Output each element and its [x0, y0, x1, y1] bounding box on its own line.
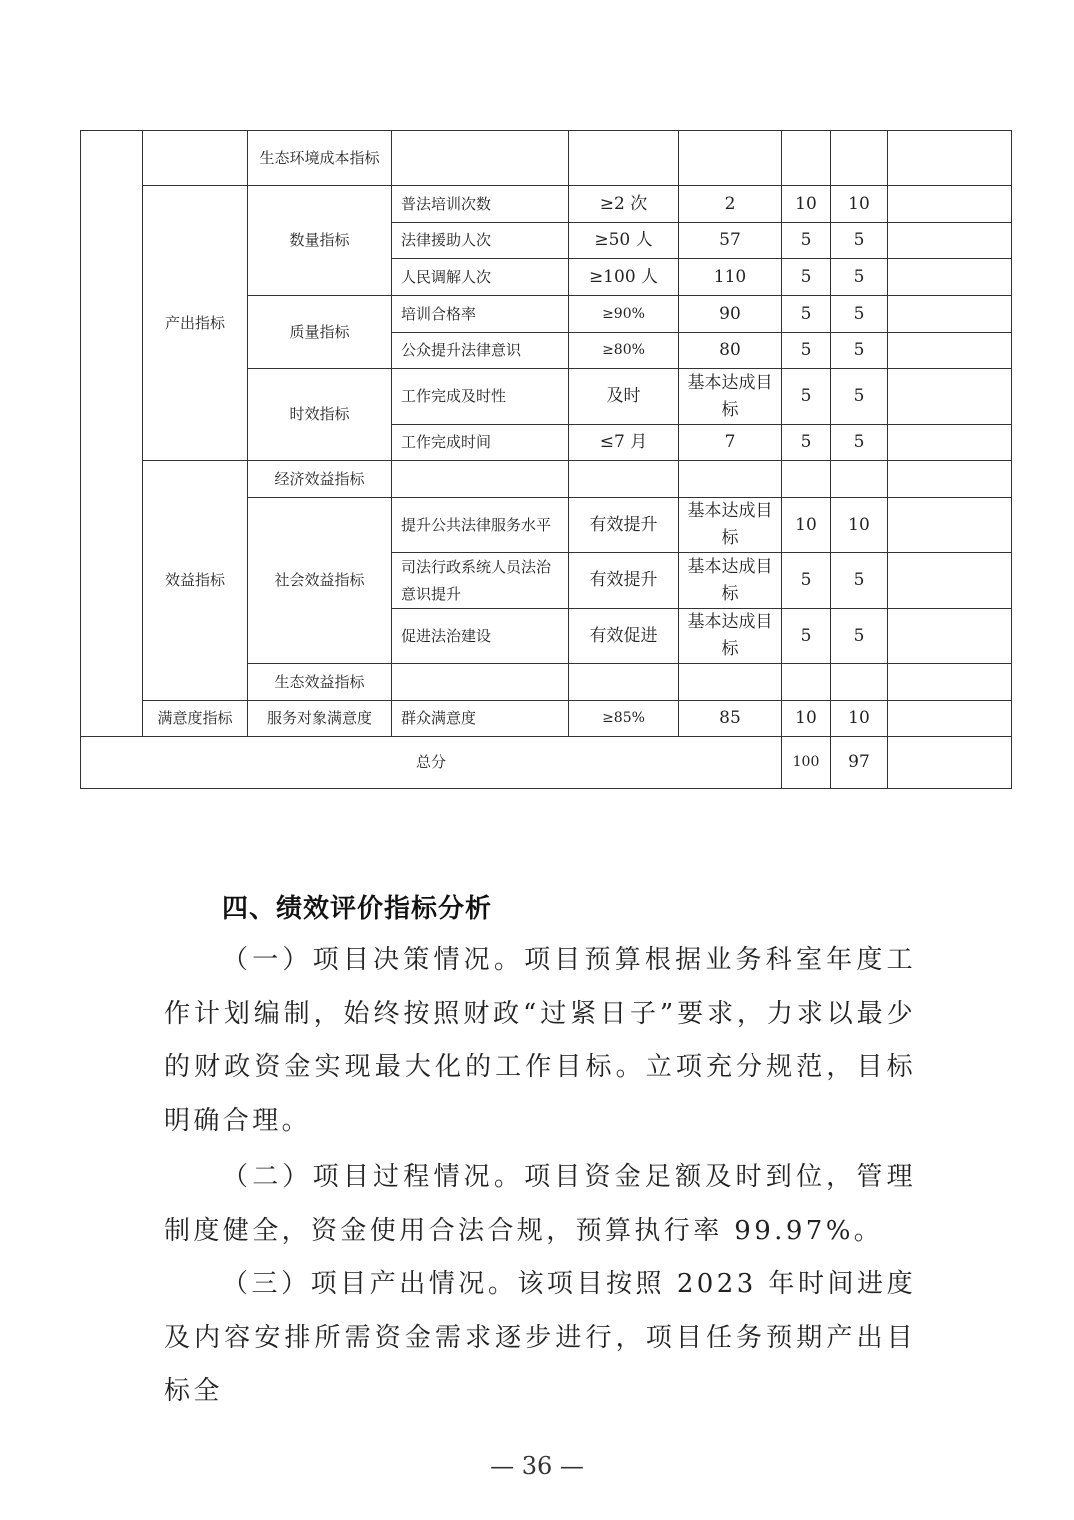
- target-cell: [569, 664, 679, 701]
- score-cell: 10: [831, 701, 888, 737]
- level2-cell: 生态效益指标: [248, 664, 392, 701]
- target-cell: ≤7 月: [569, 425, 679, 461]
- target-cell: [569, 131, 679, 186]
- level3-cell: 培训合格率: [392, 296, 569, 333]
- actual-cell: [679, 664, 782, 701]
- level3-cell: 公众提升法律意识: [392, 333, 569, 369]
- remark-cell: [888, 259, 1012, 296]
- score-cell: 5: [831, 369, 888, 425]
- level3-cell: [392, 664, 569, 701]
- remark-cell: [888, 701, 1012, 737]
- weight-cell: 5: [782, 553, 831, 609]
- category-cell-blank: [81, 131, 143, 737]
- actual-cell: 基本达成目标: [679, 553, 782, 609]
- level2-cell: 生态环境成本指标: [248, 131, 392, 186]
- weight-cell: 5: [782, 609, 831, 664]
- actual-cell: 基本达成目标: [679, 498, 782, 553]
- level3-cell: 提升公共法律服务水平: [392, 498, 569, 553]
- weight-cell: 5: [782, 223, 831, 259]
- level3-cell: 普法培训次数: [392, 186, 569, 223]
- remark-cell: [888, 296, 1012, 333]
- target-cell: ≥85%: [569, 701, 679, 737]
- score-cell: 5: [831, 259, 888, 296]
- total-score: 97: [831, 737, 888, 789]
- total-remark: [888, 737, 1012, 789]
- section-heading: 四、绩效评价指标分析: [222, 894, 493, 924]
- performance-indicator-table: [80, 130, 1012, 789]
- score-cell: 5: [831, 223, 888, 259]
- score-cell: 5: [831, 609, 888, 664]
- level2-cell: 时效指标: [248, 369, 392, 461]
- weight-cell: 5: [782, 333, 831, 369]
- level1-cell-blank: [143, 131, 248, 186]
- level2-cell: 社会效益指标: [248, 498, 392, 664]
- level2-cell: 服务对象满意度: [248, 701, 392, 737]
- total-row: [81, 737, 1012, 789]
- level2-cell: 质量指标: [248, 296, 392, 369]
- remark-cell: [888, 333, 1012, 369]
- page-number: — 36 —: [490, 1452, 584, 1480]
- paragraph-process: （二）项目过程情况。项目资金足额及时到位，管理制度健全，资金使用合法合规，预算执行率 99.97%。: [164, 1162, 916, 1246]
- actual-cell: 90: [679, 296, 782, 333]
- score-cell: 5: [831, 333, 888, 369]
- remark-cell: [888, 553, 1012, 609]
- target-cell: ≥90%: [569, 296, 679, 333]
- weight-cell: 10: [782, 186, 831, 223]
- target-cell: ≥80%: [569, 333, 679, 369]
- score-cell: 5: [831, 553, 888, 609]
- remark-cell: [888, 498, 1012, 553]
- table-row: [81, 461, 1012, 498]
- remark-cell: [888, 223, 1012, 259]
- level3-cell: 工作完成及时性: [392, 369, 569, 425]
- level3-cell: 工作完成时间: [392, 425, 569, 461]
- target-cell: 及时: [569, 369, 679, 425]
- weight-cell: 10: [782, 498, 831, 553]
- weight-cell: 5: [782, 369, 831, 425]
- target-cell: 有效提升: [569, 553, 679, 609]
- level3-cell: 人民调解人次: [392, 259, 569, 296]
- remark-cell: [888, 369, 1012, 425]
- weight-cell: [782, 664, 831, 701]
- level2-cell: 数量指标: [248, 186, 392, 296]
- total-label: 总分: [81, 737, 782, 789]
- score-cell: [831, 461, 888, 498]
- weight-cell: [782, 131, 831, 186]
- target-cell: ≥2 次: [569, 186, 679, 223]
- level3-cell: 司法行政系统人员法治意识提升: [392, 553, 569, 609]
- score-cell: [831, 664, 888, 701]
- actual-cell: 80: [679, 333, 782, 369]
- score-cell: 5: [831, 296, 888, 333]
- actual-cell: 57: [679, 223, 782, 259]
- actual-cell: 110: [679, 259, 782, 296]
- weight-cell: [782, 461, 831, 498]
- target-cell: 有效提升: [569, 498, 679, 553]
- remark-cell: [888, 461, 1012, 498]
- actual-cell: 85: [679, 701, 782, 737]
- level3-cell: [392, 461, 569, 498]
- total-weight: 100: [782, 737, 831, 789]
- actual-cell: 基本达成目标: [679, 609, 782, 664]
- actual-cell: 基本达成目标: [679, 369, 782, 425]
- target-cell: ≥50 人: [569, 223, 679, 259]
- weight-cell: 5: [782, 425, 831, 461]
- weight-cell: 5: [782, 259, 831, 296]
- target-cell: [569, 461, 679, 498]
- remark-cell: [888, 425, 1012, 461]
- paragraph-decision: （一）项目决策情况。项目预算根据业务科室年度工作计划编制，始终按照财政“过紧日子”要求，力求以最少的财政资金实现最大化的工作目标。立项充分规范，目标明确合理。: [164, 945, 916, 1136]
- score-cell: 10: [831, 186, 888, 223]
- level1-cell: 产出指标: [143, 186, 248, 461]
- actual-cell: 7: [679, 425, 782, 461]
- actual-cell: [679, 461, 782, 498]
- weight-cell: 5: [782, 296, 831, 333]
- remark-cell: [888, 664, 1012, 701]
- target-cell: ≥100 人: [569, 259, 679, 296]
- table-row: [81, 186, 1012, 223]
- actual-cell: [679, 131, 782, 186]
- level3-cell: 群众满意度: [392, 701, 569, 737]
- score-cell: 10: [831, 498, 888, 553]
- actual-cell: 2: [679, 186, 782, 223]
- level1-cell: 效益指标: [143, 461, 248, 701]
- table-row: [81, 131, 1012, 186]
- remark-cell: [888, 609, 1012, 664]
- level2-cell: 经济效益指标: [248, 461, 392, 498]
- remark-cell: [888, 131, 1012, 186]
- paragraph-output: （三）项目产出情况。该项目按照 2023 年时间进度及内容安排所需资金需求逐步进行，项目任务预期产出目标全: [164, 1269, 916, 1406]
- score-cell: 5: [831, 425, 888, 461]
- level3-cell: 法律援助人次: [392, 223, 569, 259]
- level1-cell: 满意度指标: [143, 701, 248, 737]
- remark-cell: [888, 186, 1012, 223]
- weight-cell: 10: [782, 701, 831, 737]
- target-cell: 有效促进: [569, 609, 679, 664]
- level3-cell: [392, 131, 569, 186]
- score-cell: [831, 131, 888, 186]
- level3-cell: 促进法治建设: [392, 609, 569, 664]
- table-row: [81, 701, 1012, 737]
